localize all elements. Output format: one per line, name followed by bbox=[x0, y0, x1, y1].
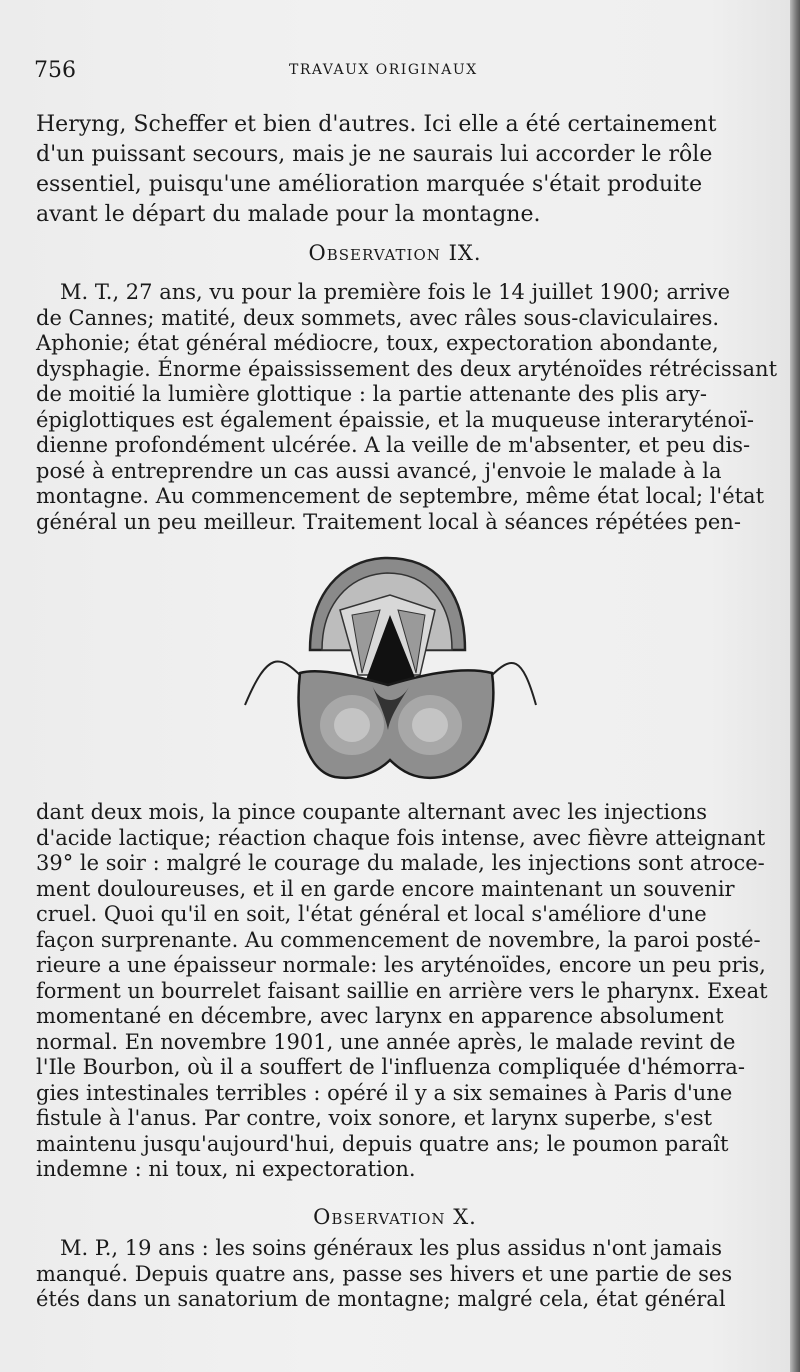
text-line: dant deux mois, la pince coupante alternant avec les injections bbox=[36, 800, 708, 824]
page-header bbox=[34, 58, 734, 88]
text-line: essentiel, puisqu'une amélioration marquée s'était produite bbox=[36, 172, 703, 197]
text-line: Aphonie; état général médiocre, toux, expectoration abondante, bbox=[36, 331, 719, 355]
text-line: ment douloureuses, et il en garde encore maintenant un souvenir bbox=[36, 876, 735, 901]
text-line: forment un bourrelet faisant saillie en arrière vers le pharynx. Exeat bbox=[36, 978, 768, 1003]
text-line: dienne profondément ulcérée. A la veille de m'absenter, et peu dis- bbox=[36, 433, 751, 457]
text-line: avant le départ du malade pour la montagne. bbox=[36, 202, 541, 227]
observation-9-paragraph-a bbox=[36, 280, 778, 535]
paragraph-intro bbox=[36, 110, 726, 230]
text-line: M. P., 19 ans : les soins généraux les plus assidus n'ont jamais bbox=[60, 1236, 723, 1260]
text-line: Heryng, Scheffer et bien d'autres. Ici elle a été certainement bbox=[36, 112, 717, 137]
text-line: fistule à l'anus. Par contre, voix sonore, et larynx superbe, s'est bbox=[36, 1106, 713, 1130]
text-line: 39° le soir : malgré le courage du malade, les injections sont atroce- bbox=[36, 851, 765, 875]
text-line: cruel. Quoi qu'il en soit, l'état général et local s'améliore d'une bbox=[36, 902, 707, 926]
text-line: montagne. Au commencement de septembre, même état local; l'état bbox=[36, 484, 765, 508]
text-line: étés dans un sanatorium de montagne; malgré cela, état général bbox=[36, 1287, 726, 1311]
observation-10-title: Observation X. bbox=[313, 1205, 477, 1229]
text-line: indemne : ni toux, ni expectoration. bbox=[36, 1157, 416, 1181]
text-line: de moitié la lumière glottique : la partie attenante des plis ary- bbox=[36, 382, 707, 406]
text-line: épiglottiques est également épaissie, et la muqueuse interaryténoï- bbox=[36, 407, 754, 432]
text-line: M. T., 27 ans, vu pour la première fois le 14 juillet 1900; arrive bbox=[60, 280, 731, 304]
text-line: momentané en décembre, avec larynx en apparence absolument bbox=[36, 1004, 724, 1028]
text-line: normal. En novembre 1901, une année après, le malade revint de bbox=[36, 1029, 736, 1054]
page-number: 756 bbox=[34, 58, 76, 83]
text-line: gies intestinales terribles : opéré il y a six semaines à Paris d'une bbox=[36, 1080, 733, 1105]
text-line: général un peu meilleur. Traitement local à séances répétées pen- bbox=[36, 509, 741, 534]
text-line: dysphagie. Énorme épaississement des deux aryténoïdes rétrécissant bbox=[36, 356, 778, 381]
text-line: de Cannes; matité, deux sommets, avec râles sous-claviculaires. bbox=[36, 305, 720, 330]
text-line: d'un puissant secours, mais je ne saurais lui accorder le rôle bbox=[36, 142, 713, 167]
text-line: maintenu jusqu'aujourd'hui, depuis quatre ans; le poumon paraît bbox=[36, 1131, 729, 1156]
text-line: rieure a une épaisseur normale: les aryténoïdes, encore un peu pris, bbox=[36, 953, 766, 977]
running-head: TRAVAUX ORIGINAUX bbox=[289, 62, 478, 78]
text-line: posé à entreprendre un cas aussi avancé, j'envoie le malade à la bbox=[36, 458, 722, 483]
larynx-illustration bbox=[240, 555, 540, 785]
text-line: l'Ile Bourbon, où il a souffert de l'influenza compliquée d'hémorra- bbox=[36, 1055, 745, 1079]
observation-10-paragraph bbox=[36, 1236, 733, 1313]
observation-9-title: Observation IX. bbox=[308, 241, 482, 265]
page-edge-shadow bbox=[790, 0, 800, 1372]
text-line: d'acide lactique; réaction chaque fois intense, avec fièvre atteignant bbox=[36, 825, 766, 850]
text-line: façon surprenante. Au commencement de novembre, la paroi posté- bbox=[36, 927, 761, 952]
observation-9-paragraph-b bbox=[36, 800, 768, 1183]
text-line: manqué. Depuis quatre ans, passe ses hivers et une partie de ses bbox=[36, 1261, 733, 1286]
